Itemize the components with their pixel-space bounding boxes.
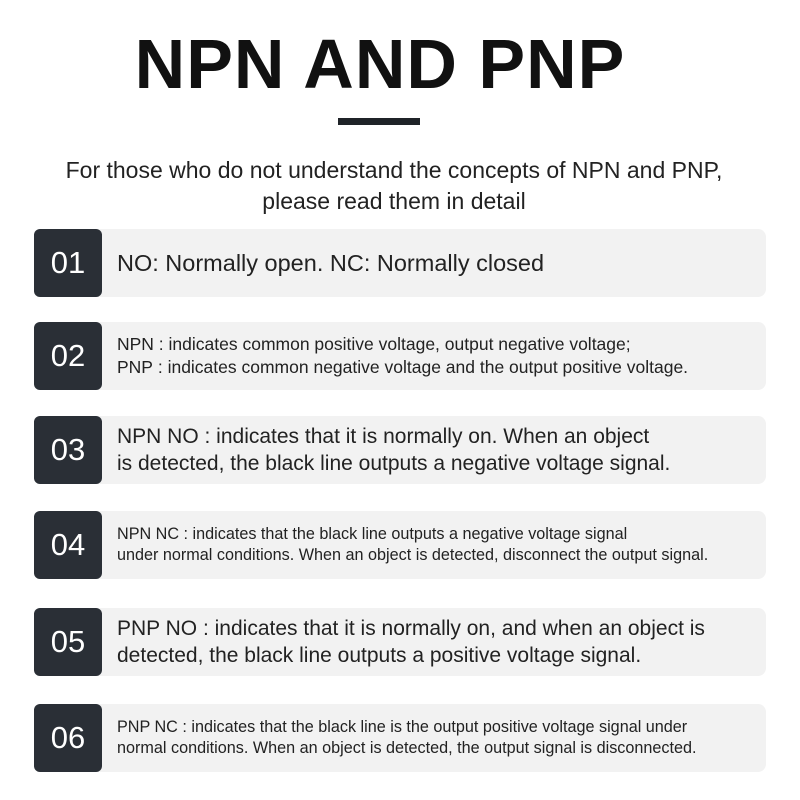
- item-text: [117, 511, 708, 579]
- item-text-line: under normal conditions. When an object is detected, disconnect the output signal.: [117, 546, 709, 564]
- item-text: [117, 704, 697, 772]
- number-badge: 02: [34, 322, 102, 390]
- list-item-02: [34, 322, 766, 390]
- item-text-line: PNP : indicates common negative voltage and the output positive voltage.: [117, 357, 689, 377]
- list-item-05: [34, 608, 766, 676]
- number-badge: 05: [34, 608, 102, 676]
- subtitle-line-2: please read them in detail: [262, 188, 526, 214]
- item-text-line: detected, the black line outputs a positive voltage signal.: [117, 644, 642, 667]
- subtitle-line-1: For those who do not understand the concepts of NPN and PNP,: [65, 157, 723, 183]
- page-subtitle: [0, 155, 788, 217]
- item-text-line: PNP NC : indicates that the black line is the output positive voltage signal under: [117, 717, 688, 736]
- item-text: [117, 229, 544, 297]
- item-text: [117, 416, 670, 484]
- item-text: [117, 608, 705, 676]
- list-item-06: [34, 704, 766, 772]
- item-text-line: NPN NC : indicates that the black line outputs a negative voltage signal: [117, 524, 628, 543]
- list-item-04: [34, 511, 766, 579]
- item-text-line: normal conditions. When an object is detected, the output signal is disconnected.: [117, 739, 697, 757]
- number-badge: 04: [34, 511, 102, 579]
- list-item-01: [34, 229, 766, 297]
- item-text-line: NPN : indicates common positive voltage, output negative voltage;: [117, 334, 631, 354]
- item-text-line: NO: Normally open. NC: Normally closed: [117, 250, 545, 276]
- number-badge: 03: [34, 416, 102, 484]
- list-item-03: [34, 416, 766, 484]
- number-badge: 01: [34, 229, 102, 297]
- item-text: [117, 322, 688, 390]
- item-text-line: PNP NO : indicates that it is normally on, and when an object is: [117, 617, 705, 640]
- item-text-line: is detected, the black line outputs a negative voltage signal.: [117, 452, 671, 475]
- page-title: NPN AND PNP: [134, 25, 626, 103]
- item-text-line: NPN NO : indicates that it is normally on. When an object: [117, 425, 650, 448]
- title-underline: [338, 118, 420, 125]
- number-badge: 06: [34, 704, 102, 772]
